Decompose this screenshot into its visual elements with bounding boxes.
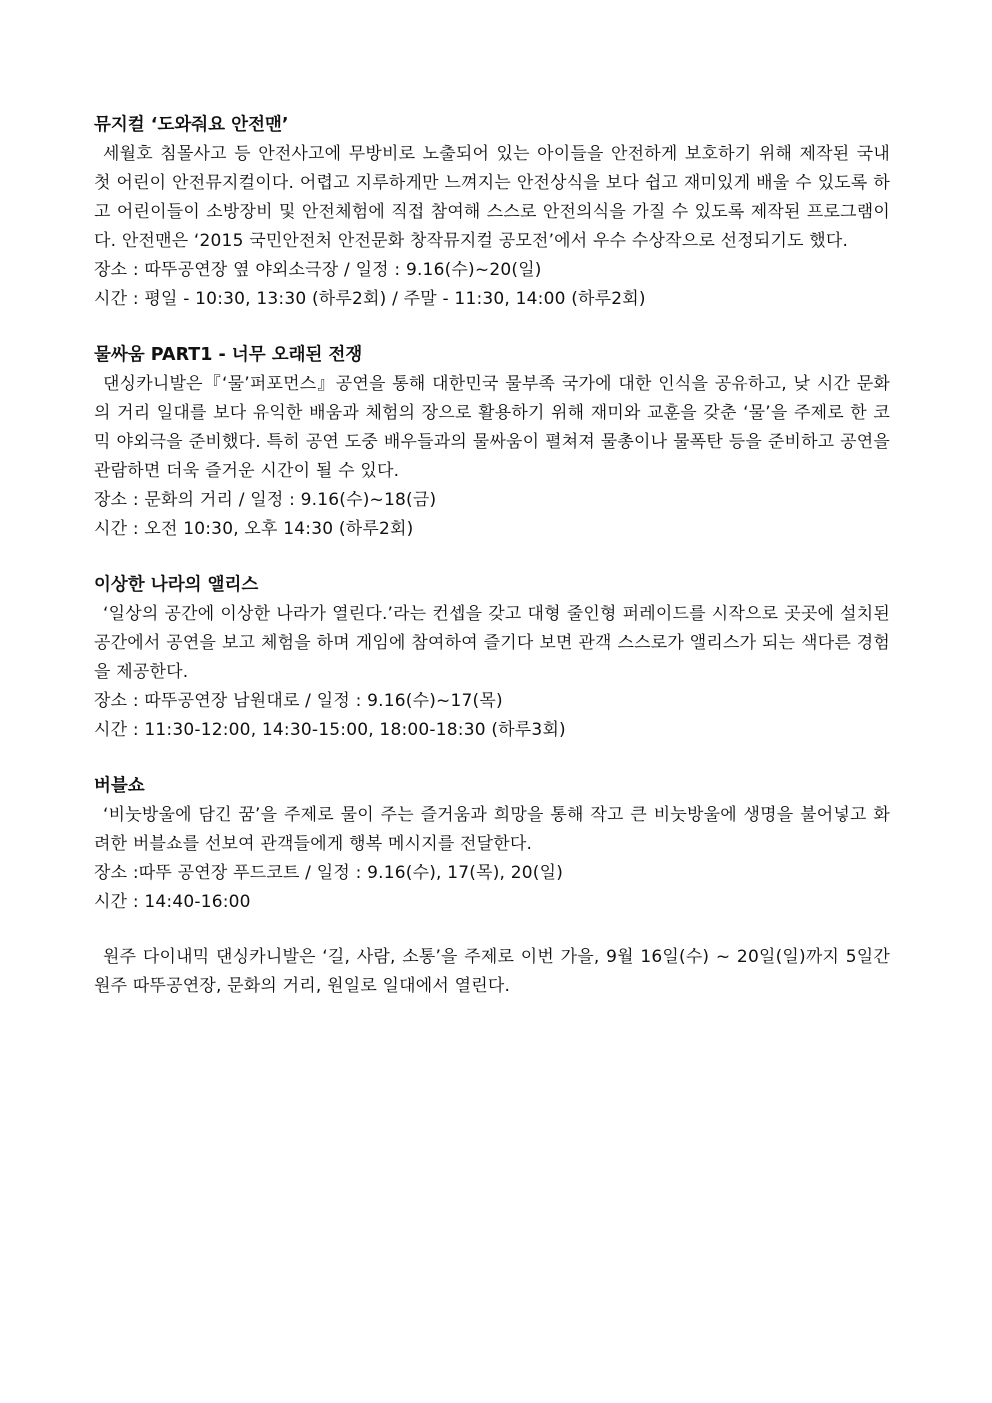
section-place: 장소 : 따뚜공연장 남원대로 / 일정 : 9.16(수)~17(목) xyxy=(94,691,503,711)
section-water-fight xyxy=(94,340,890,544)
section-body: 세월호 침몰사고 등 안전사고에 무방비로 노출되어 있는 아이들을 안전하게 보호하기 위해 제작된 국내 첫 어린이 안전뮤지컬이다. 어렵고 지루하게만 느껴지는 안전상식을 보다 쉽고 재미있게 배울 수 있도록 하고 어린이들이 소방장비 및 안전체험에 직접 참여해 스스로 안전의식을 가질 수 있도록 제작된 프로그램이다. 안전맨은 ‘2015 국민안전처 안전문화 창작뮤지컬 공모전’에서 우수 수상작으로 선정되기도 했다. xyxy=(94,144,890,251)
section-time: 시간 : 오전 10:30, 오후 14:30 (하루2회) xyxy=(94,519,414,539)
closing-paragraph: 원주 다이내믹 댄싱카니발은 ‘길, 사람, 소통’을 주제로 이번 가을, 9월 16일(수) ~ 20일(일)까지 5일간 원주 따뚜공연장, 문화의 거리, 원일로 일대에서 열린다. xyxy=(94,947,890,996)
section-title: 이상한 나라의 앨리스 xyxy=(94,575,259,595)
section-time: 시간 : 평일 - 10:30, 13:30 (하루2회) / 주말 - 11:30, 14:00 (하루2회) xyxy=(94,289,646,309)
section-place: 장소 :따뚜 공연장 푸드코트 / 일정 : 9.16(수), 17(목), 20(일) xyxy=(94,863,564,883)
section-title: 버블쇼 xyxy=(94,776,145,796)
section-time: 시간 : 11:30-12:00, 14:30-15:00, 18:00-18:30 (하루3회) xyxy=(94,720,566,740)
section-time: 시간 : 14:40-16:00 xyxy=(94,892,251,912)
section-title: 뮤지컬 ‘도와줘요 안전맨’ xyxy=(94,115,289,135)
section-place: 장소 : 따뚜공연장 옆 야외소극장 / 일정 : 9.16(수)~20(일) xyxy=(94,260,542,280)
section-place: 장소 : 문화의 거리 / 일정 : 9.16(수)~18(금) xyxy=(94,490,437,510)
section-body: ‘일상의 공간에 이상한 나라가 열린다.’라는 컨셉을 갖고 대형 줄인형 퍼레이드를 시작으로 곳곳에 설치된 공간에서 공연을 보고 체험을 하며 게임에 참여하여 즐기다 보면 관객 스스로가 앨리스가 되는 색다른 경험을 제공한다. xyxy=(94,604,890,682)
section-body: 댄싱카니발은『‘물’퍼포먼스』공연을 통해 대한민국 물부족 국가에 대한 인식을 공유하고, 낮 시간 문화의 거리 일대를 보다 유익한 배움과 체험의 장으로 활용하기 위해 재미와 교훈을 갖춘 ‘물’을 주제로 한 코믹 야외극을 준비했다. 특히 공연 도중 배우들과의 물싸움이 펼쳐져 물총이나 물폭탄 등을 준비하고 공연을 관람하면 더욱 즐거운 시간이 될 수 있다. xyxy=(94,374,890,481)
section-title: 물싸움 PART1 - 너무 오래된 전쟁 xyxy=(94,345,363,365)
section-alice xyxy=(94,570,890,745)
section-bubble-show xyxy=(94,771,890,917)
section-musical-safety-man xyxy=(94,110,890,314)
section-body: ‘비눗방울에 담긴 꿈’을 주제로 물이 주는 즐거움과 희망을 통해 작고 큰 비눗방울에 생명을 불어넣고 화려한 버블쇼를 선보여 관객들에게 행복 메시지를 전달한다. xyxy=(94,805,890,854)
